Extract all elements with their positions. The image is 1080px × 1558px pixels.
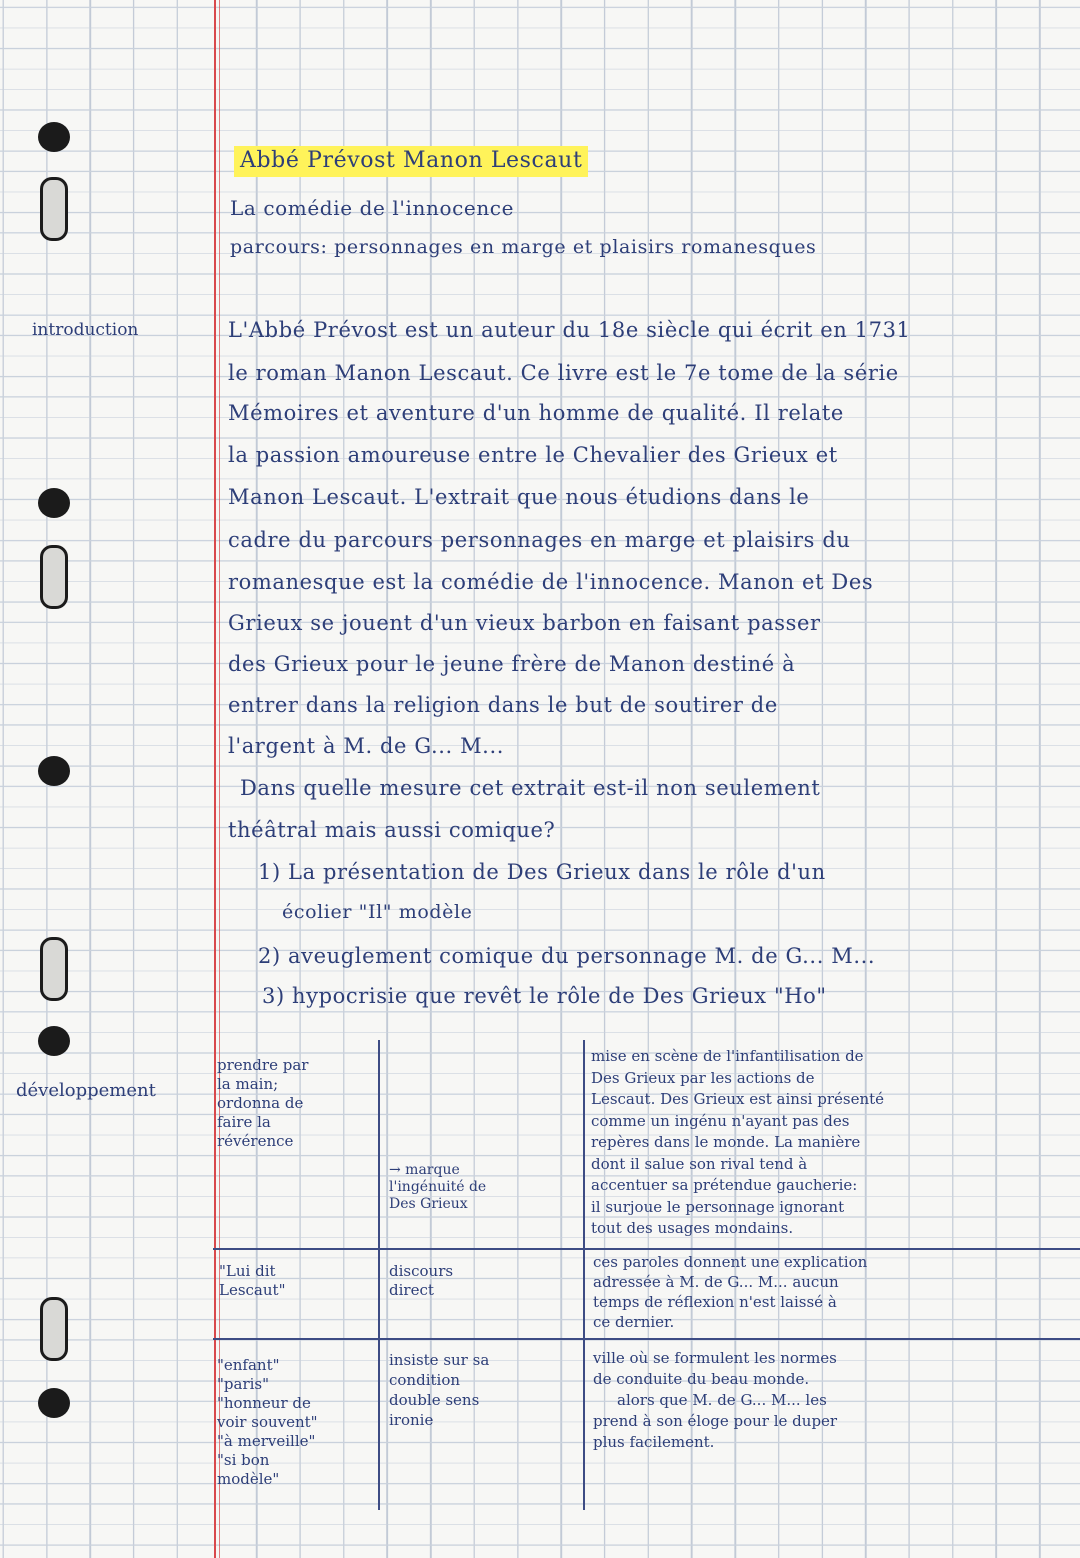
binder-slot [40,545,68,609]
intro-line: cadre du parcours personnages en marge et plaisirs du [228,528,851,552]
binder-slot [40,1297,68,1361]
table-cell-analysis: ville où se formulent les normes de conduite du beau monde. alors que M. de G... M... les prend à son éloge pour le duper plus facilement. [593,1349,838,1451]
binder-slot [40,177,68,241]
margin-label-introduction: introduction [32,320,139,340]
table-cell-quote: "Lui dit Lescaut" [219,1262,286,1299]
table-cell-device: discours direct [389,1262,454,1299]
intro-line: entrer dans la religion dans le but de soutirer de [228,693,778,717]
binder-hole [38,1026,70,1056]
table-cell-analysis: mise en scène de l'infantilisation de Des Grieux par les actions de Lescaut. Des Grieux est ainsi présenté comme un ingénu n'ayant pas des repères dans le monde. La manière dont il salue son rival tend à accentuer sa prétendue gaucherie: il surjoue le personnage ignorant tout des usages mondains. [591,1047,885,1237]
table-cell-device: insiste sur sa condition double sens ironie [389,1351,490,1429]
table-cell-quote: prendre par la main; ordonna de faire la révérence [217,1056,309,1150]
table-cell-analysis: ces paroles donnent une explication adressée à M. de G... M... aucun temps de réflexion n'est laissé à ce dernier. [593,1253,868,1331]
subtitle: La comédie de l'innocence [230,196,515,220]
problematique-line: Dans quelle mesure cet extrait est-il non seulement [240,776,821,800]
plan-item: 2) aveuglement comique du personnage M. de G... M... [258,944,876,968]
intro-line: le roman Manon Lescaut. Ce livre est le 7e tome de la série [228,361,899,385]
intro-line: la passion amoureuse entre le Chevalier des Grieux et [228,443,838,467]
intro-line: L'Abbé Prévost est un auteur du 18e siècle qui écrit en 1731 [228,318,911,342]
page-title: Abbé Prévost Manon Lescaut [234,150,588,172]
binder-hole [38,756,70,786]
table-cell-quote: "enfant" "paris" "honneur de voir souvent" "à merveille" "si bon modèle" [217,1356,318,1488]
table-cell-device: → marque l'ingénuité de Des Grieux [389,1162,487,1212]
intro-line: l'argent à M. de G... M... [228,734,505,758]
plan-item: 1) La présentation de Des Grieux dans le rôle d'un [258,860,826,884]
intro-line: Mémoires et aventure d'un homme de qualité. Il relate [228,401,844,425]
table-divider [378,1040,380,1510]
parcours-line: parcours: personnages en marge et plaisirs romanesques [230,236,817,258]
intro-line: romanesque est la comédie de l'innocence. Manon et Des [228,570,874,594]
table-row-divider [213,1338,1080,1340]
table-divider [583,1040,585,1510]
plan-item: 3) hypocrisie que revêt le rôle de Des Grieux "Ho" [262,984,827,1008]
margin-label-developpement: développement [16,1080,156,1101]
problematique-line: théâtral mais aussi comique? [228,818,556,842]
intro-line: Manon Lescaut. L'extrait que nous étudions dans le [228,485,810,509]
table-row-divider [213,1248,1080,1250]
analysis-table [213,1040,1080,1510]
binder-slot [40,937,68,1001]
binder-hole [38,122,70,152]
plan-item: écolier "Il" modèle [282,901,473,923]
intro-line: des Grieux pour le jeune frère de Manon destiné à [228,652,796,676]
binder-hole [38,488,70,518]
intro-line: Grieux se jouent d'un vieux barbon en faisant passer [228,611,821,635]
binder-hole [38,1388,70,1418]
